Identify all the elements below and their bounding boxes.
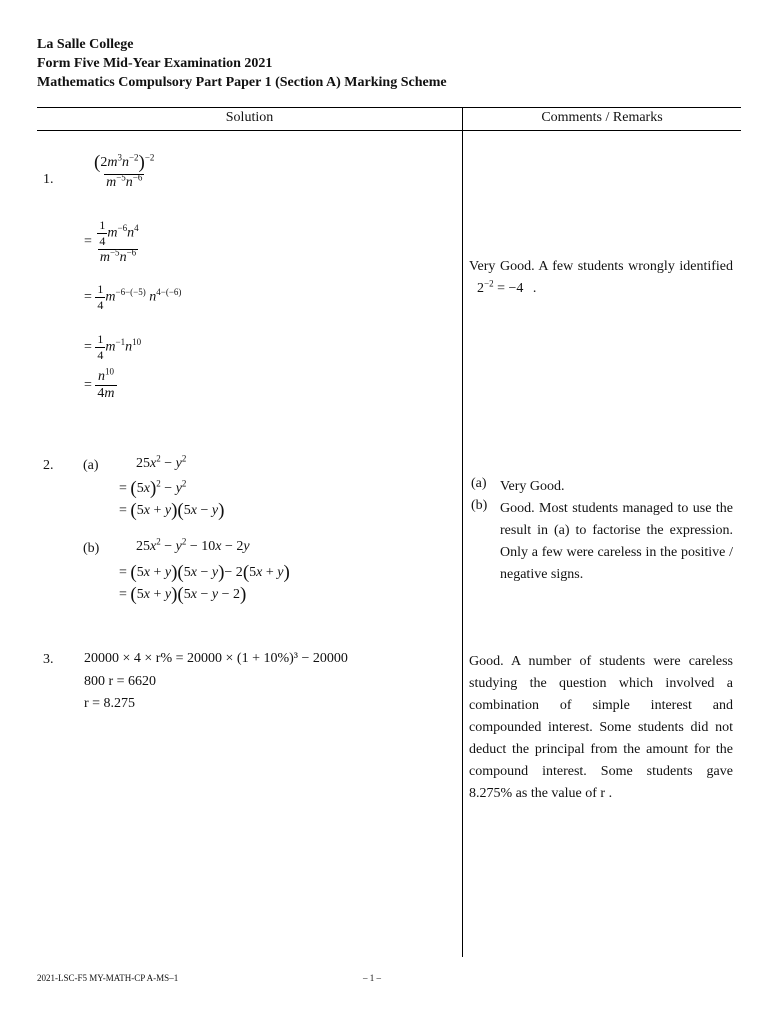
- q2-comment-b-label: (b): [471, 498, 488, 513]
- footer-code: 2021-LSC-F5 MY-MATH-CP A-MS–1: [37, 973, 179, 983]
- exam-title: Form Five Mid-Year Examination 2021: [37, 56, 273, 71]
- solution-column-header: Solution: [225, 110, 274, 125]
- footer-page-number: – 1 –: [363, 973, 381, 983]
- q2a-line-2: = (5x + y)(5x − y): [119, 500, 225, 521]
- q1-step-4: = $\frac{n^{10}}{4m}$: [84, 366, 115, 401]
- q2b-line-2: = (5x + y)(5x − y − 2): [119, 584, 247, 605]
- comments-column-header: Comments / Remarks: [541, 110, 663, 125]
- question-3-number: 3.: [43, 652, 54, 667]
- q2-part-b-label: (b): [83, 541, 100, 556]
- q2a-line-0: $25x^2 - y^2$: [136, 453, 187, 471]
- q1-comment-base: 2: [477, 281, 484, 296]
- q1-comment-end: .: [532, 281, 537, 296]
- q3-line-3: r = 8.275: [84, 696, 136, 711]
- q3-line-2: 800 r = 6620: [84, 674, 157, 689]
- q1-step-1: = $\frac{1}{4}$ $m^{-6}n^4$ $m^{-5}n^{-6}$: [84, 218, 139, 265]
- q2-comment-a-label: (a): [471, 476, 487, 491]
- q2b-line-1: = (5x + y)(5x − y)− 2(5x + y): [119, 562, 290, 583]
- table-top-rule: [37, 107, 741, 108]
- table-header-rule: [37, 130, 741, 131]
- q1-step-0: $\frac{(2m^3n^{-2})^{-2}}{m^{-5}n^{-6}}$: [94, 152, 155, 190]
- question-2-number: 2.: [43, 458, 54, 473]
- q2-comment-b: Good. Most students managed to use the result in (a) to factorise the expression. Only a few were careless in the positive / negative signs.: [500, 501, 733, 582]
- q1-comment-text: Very Good. A few students wrongly identified: [469, 259, 733, 274]
- table-column-divider: [462, 108, 463, 957]
- q1-step-3: = $\frac{1}{4}$ $m^{-1}n^{10}$: [84, 332, 142, 362]
- q2-part-a-label: (a): [83, 458, 99, 473]
- q1-comment-rhs: = −4: [497, 281, 524, 296]
- q2a-line-1: = $(5x)^2 - y^2$: [119, 478, 187, 499]
- q1-comment-math: [477, 278, 524, 296]
- school-name: La Salle College: [37, 37, 134, 52]
- q2b-line-0: $25x^2 - y^2 - 10x - 2y$: [136, 536, 250, 554]
- q1-comment: [469, 256, 733, 300]
- paper-title: Mathematics Compulsory Part Paper 1 (Section A) Marking Scheme: [37, 75, 447, 90]
- q3-comment: Good. A number of students were careless studying the question which involved a combination of simple interest and compounded interest. Some students did not deduct the principal from the amount for the compound interest. Some students gave 8.275% as the value of r .: [469, 654, 733, 801]
- q1-comment-exponent: −2: [484, 278, 494, 289]
- q3-line-1: 20000 × 4 × r% = 20000 × (1 + 10%)³ − 20000: [84, 651, 348, 666]
- question-1-number: 1.: [43, 172, 54, 187]
- q2-comment-a: Very Good.: [500, 479, 565, 494]
- q1-step-2: = $\frac{1}{4}$ $m^{-6-(-5)}$ $n^{4-(-6)}$: [84, 282, 182, 312]
